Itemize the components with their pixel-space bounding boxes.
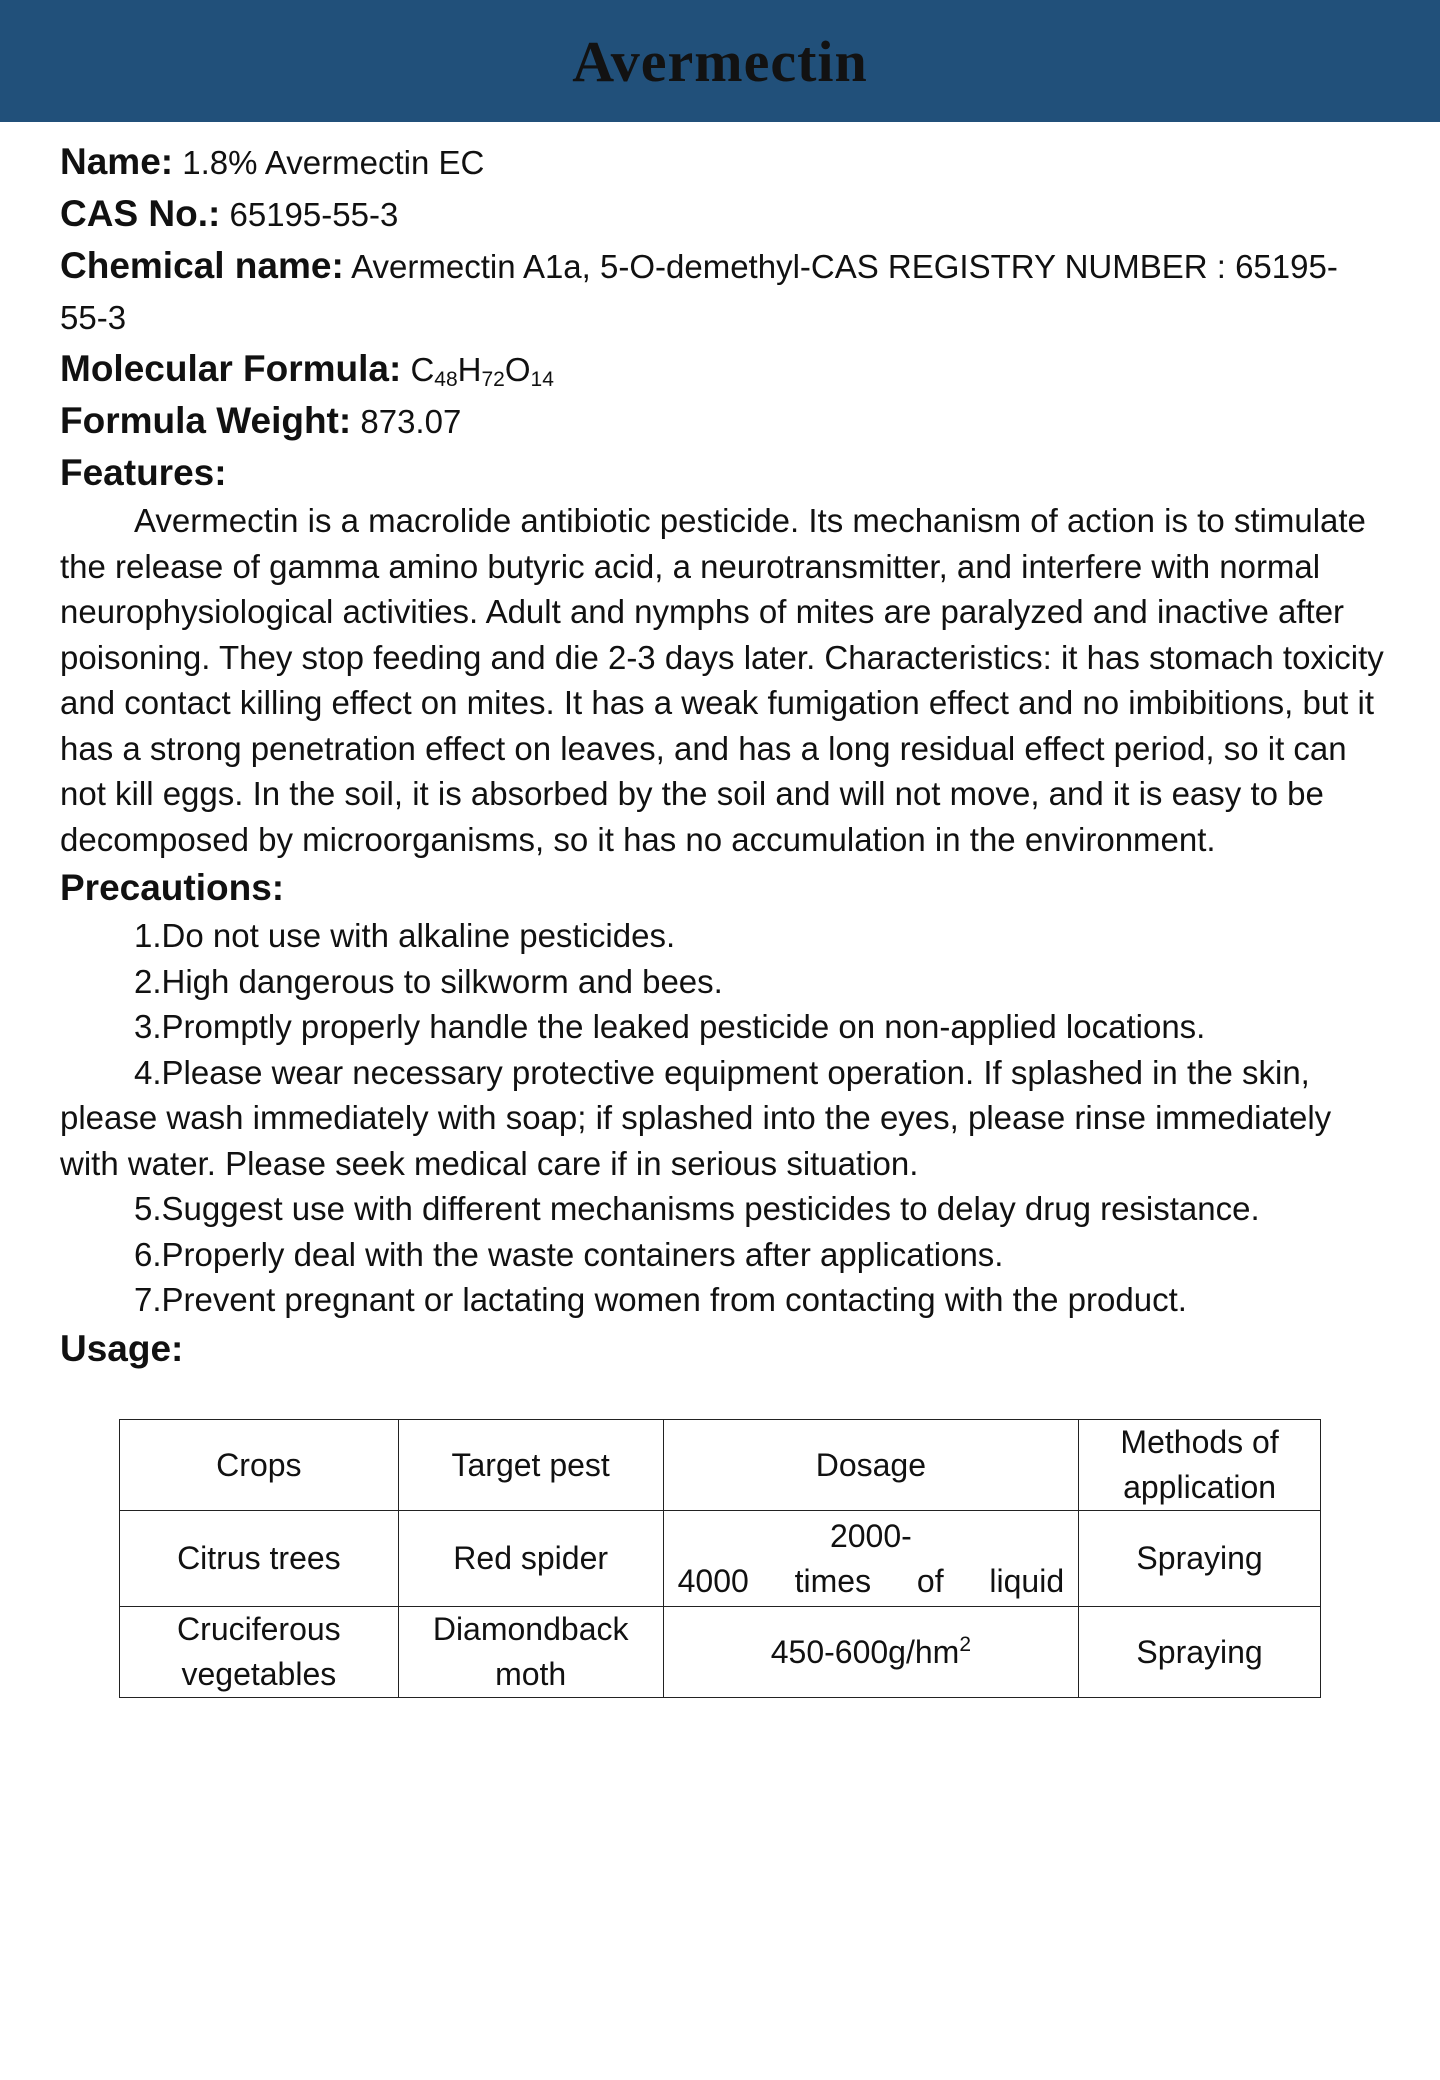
- dosage-word: liquid: [989, 1562, 1065, 1599]
- header-crops: Crops: [120, 1420, 399, 1511]
- dosage-word: of: [916, 1562, 944, 1599]
- chemical-name-label: Chemical name:: [60, 245, 344, 286]
- table-row: [120, 1607, 1321, 1698]
- precaution-item-2: 2.High dangerous to silkworm and bees.: [134, 962, 723, 1000]
- page-title: Avermectin: [572, 28, 868, 94]
- table-header-row: [120, 1420, 1321, 1511]
- cas-value: 65195-55-3: [229, 196, 399, 233]
- precaution-item-3: 3.Promptly properly handle the leaked pesticide on non-applied locations.: [134, 1008, 1206, 1045]
- formula-h-count: 72: [481, 368, 505, 391]
- dosage-line-1: 2000-: [829, 1517, 912, 1554]
- formula-weight-field: [60, 395, 1385, 447]
- header-target-pest: Target pest: [398, 1420, 663, 1511]
- precaution-item-4: 4.Please wear necessary protective equipment operation. If splashed in the skin, please wash immediately with soap; if splashed into the eyes, please rinse immediately with water. Please seek medical care if in serious situation.: [60, 1053, 1332, 1182]
- cell-method: Spraying: [1079, 1511, 1321, 1607]
- cell-method: Spraying: [1079, 1607, 1321, 1698]
- formula-weight-value: 873.07: [360, 403, 462, 440]
- precaution-item-7: 7.Prevent pregnant or lactating women from contacting with the product.: [134, 1281, 1187, 1318]
- dosage-superscript: 2: [959, 1632, 971, 1656]
- name-field: [60, 136, 1385, 188]
- molecular-formula-label: Molecular Formula:: [60, 348, 402, 389]
- cell-crop: Citrus trees: [120, 1511, 399, 1607]
- precaution-item-5: 5.Suggest use with different mechanisms pesticides to delay drug resistance.: [134, 1190, 1260, 1227]
- name-label: Name:: [60, 141, 174, 182]
- document-body: [60, 136, 1385, 1374]
- dosage-word: 4000: [677, 1562, 749, 1599]
- features-heading: Features:: [60, 452, 227, 493]
- title-banner: [0, 0, 1440, 122]
- precautions-heading: Precautions:: [60, 867, 285, 908]
- formula-o-count: 14: [530, 368, 554, 391]
- chemical-name-value: Avermectin A1a, 5-O-demethyl-CAS REGISTRY NUMBER : 65195-55-3: [60, 248, 1338, 336]
- cell-dosage: [663, 1511, 1079, 1607]
- molecular-formula-field: [60, 343, 1385, 395]
- formula-o: O: [504, 351, 531, 388]
- cas-label: CAS No.:: [60, 193, 221, 234]
- molecular-formula-value: [410, 351, 554, 391]
- cell-pest: Diamondback moth: [398, 1607, 663, 1698]
- cas-field: [60, 188, 1385, 240]
- cell-pest: Red spider: [398, 1511, 663, 1607]
- formula-h: H: [457, 351, 482, 388]
- table-row: [120, 1511, 1321, 1607]
- usage-heading: Usage:: [60, 1327, 184, 1369]
- header-dosage: Dosage: [663, 1420, 1079, 1511]
- dosage-line-2: [678, 1559, 1065, 1604]
- cell-dosage: [663, 1607, 1079, 1698]
- precaution-item-6: 6.Properly deal with the waste containers after applications.: [134, 1235, 1004, 1273]
- formula-c: C: [410, 351, 435, 388]
- header-methods: Methods of application: [1079, 1420, 1321, 1511]
- features-paragraph: Avermectin is a macrolide antibiotic pesticide. Its mechanism of action is to stimulate the release of gamma amino butyric acid, a neurotransmitter, and interfere with normal neurophysiological activities. Adult and nymphs of mites are paralyzed and inactive after poisoning. They stop feeding and die 2-3 days later. Characteristics: it has stomach toxicity and contact killing effect on mites. It has a weak fumigation effect and no imbibitions, but it has a strong penetration effect on leaves, and has a long residual effect period, so it can not kill eggs. In the soil, it is absorbed by the soil and will not move, and it is easy to be decomposed by microorganisms, so it has no accumulation in the environment.: [60, 502, 1384, 858]
- dosage-word: times: [794, 1562, 872, 1599]
- dosage-value: 450-600g/hm: [770, 1633, 960, 1670]
- precaution-item-1: 1.Do not use with alkaline pesticides.: [134, 917, 676, 954]
- chemical-name-field: [60, 240, 1385, 343]
- name-value: 1.8% Avermectin EC: [182, 144, 485, 181]
- cell-crop: Cruciferous vegetables: [120, 1607, 399, 1698]
- formula-weight-label: Formula Weight:: [60, 400, 352, 441]
- usage-table: [119, 1419, 1321, 1698]
- formula-c-count: 48: [434, 368, 458, 391]
